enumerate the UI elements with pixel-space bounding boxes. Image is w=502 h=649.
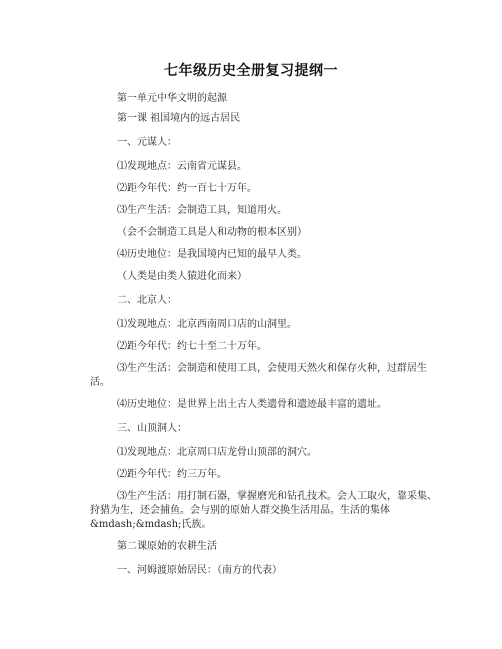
text-line-continued: 活。 <box>90 377 110 388</box>
text-line: ⑴发现地点：北京西南周口店的山洞里。 <box>117 319 297 330</box>
text-line: ⑴发现地点：云南省元谋县。 <box>117 161 247 172</box>
text-line: ⑵距今年代：约三万年。 <box>117 469 227 480</box>
text-line: （会不会制造工具是人和动物的根本区别） <box>117 227 307 238</box>
lesson-heading: 第一课 祖国境内的远古居民 <box>117 113 241 124</box>
lesson-heading: 第二课原始的农耕生活 <box>117 541 217 552</box>
text-line: ⑵距今年代：约七十至二十万年。 <box>117 341 267 352</box>
text-line: ⑶生产生活：用打制石器，掌握磨光和钻孔技术。会人工取火，靠采集、 <box>117 491 437 502</box>
text-line: ⑷历史地位：是世界上出土古人类遗骨和遗迹最丰富的遗址。 <box>117 399 387 410</box>
text-line: ⑷历史地位：是我国境内已知的最早人类。 <box>117 249 307 260</box>
text-line: ⑴发现地点：北京周口店龙骨山顶部的洞穴。 <box>117 447 317 458</box>
section-heading: 一、元谋人： <box>117 137 177 148</box>
section-heading: 二、北京人： <box>117 295 177 306</box>
text-line: ⑵距今年代：约一百七十万年。 <box>117 183 257 194</box>
text-line: （人类是由类人猿进化而来） <box>117 271 247 282</box>
unit-heading: 第一单元中华文明的起源 <box>117 93 227 104</box>
document-title: 七年级历史全册复习提纲一 <box>164 63 338 79</box>
text-line-continued: &mdash;&mdash;氏族。 <box>90 519 212 530</box>
section-heading: 三、山顶洞人： <box>117 423 187 434</box>
section-heading: 一、河姆渡原始居民：（南方的代表） <box>117 565 282 576</box>
text-line: ⑶生产生活：会制造和使用工具，会使用天然火和保存火种，过群居生 <box>117 363 427 374</box>
text-line-continued: 狩猎为生，还会捕鱼。会与别的原始人群交换生活用品。生活的集体 <box>90 505 390 516</box>
text-line: ⑶生产生活：会制造工具，知道用火。 <box>117 205 287 216</box>
